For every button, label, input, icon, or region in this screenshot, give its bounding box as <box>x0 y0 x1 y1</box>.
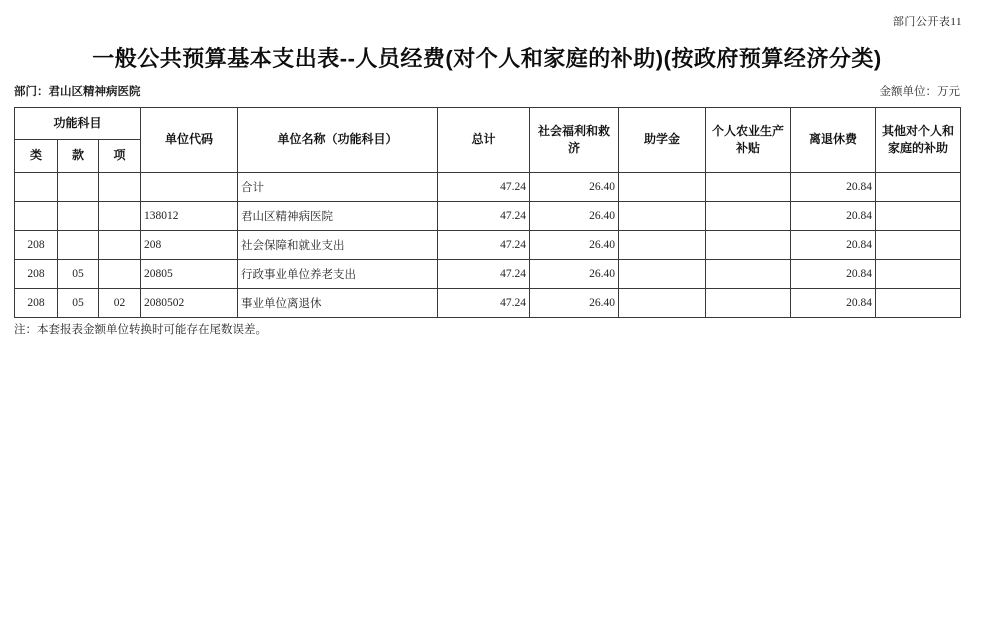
meta-row <box>14 83 960 99</box>
cell-student-grants <box>619 289 706 318</box>
cell-class <box>15 173 58 202</box>
cell-agri-subsidy <box>706 289 791 318</box>
amount-unit-label: 金额单位：万元 <box>879 86 960 98</box>
report-title: 一般公共预算基本支出表--人员经费(对个人和家庭的补助)(按政府预算经济分类) <box>92 46 882 71</box>
cell-unit-name: 事业单位离退休 <box>238 289 438 318</box>
cell-retirement: 20.84 <box>791 173 876 202</box>
cell-section <box>58 173 99 202</box>
cell-social-welfare: 26.40 <box>530 202 619 231</box>
cell-total: 47.24 <box>438 231 530 260</box>
cell-unit-name: 君山区精神病医院 <box>238 202 438 231</box>
cell-item <box>99 231 141 260</box>
cell-section: 05 <box>58 260 99 289</box>
cell-unit-name: 合计 <box>238 173 438 202</box>
header-item: 项 <box>99 140 141 173</box>
form-number-label: 部门公开表11 <box>892 16 962 28</box>
cell-agri-subsidy <box>706 173 791 202</box>
cell-item: 02 <box>99 289 141 318</box>
header-student-grants: 助学金 <box>619 108 706 173</box>
department-label: 部门：君山区精神病医院 <box>14 86 141 98</box>
table-row-item <box>15 289 961 318</box>
cell-agri-subsidy <box>706 202 791 231</box>
cell-section <box>58 231 99 260</box>
footnote: 注：本套报表金额单位转换时可能存在尾数误差。 <box>14 324 267 336</box>
cell-other-subsidy <box>876 173 961 202</box>
cell-other-subsidy <box>876 231 961 260</box>
cell-unit-name: 行政事业单位养老支出 <box>238 260 438 289</box>
table-row-total <box>15 173 961 202</box>
cell-section: 05 <box>58 289 99 318</box>
cell-student-grants <box>619 231 706 260</box>
cell-student-grants <box>619 202 706 231</box>
cell-class <box>15 202 58 231</box>
cell-student-grants <box>619 260 706 289</box>
header-other-subsidy: 其他对个人和家庭的补助 <box>876 108 961 173</box>
cell-unit-code: 138012 <box>141 202 238 231</box>
cell-unit-code: 208 <box>141 231 238 260</box>
cell-agri-subsidy <box>706 260 791 289</box>
header-agri-subsidy: 个人农业生产补贴 <box>706 108 791 173</box>
header-functional-subject: 功能科目 <box>15 108 141 140</box>
cell-unit-name: 社会保障和就业支出 <box>238 231 438 260</box>
header-social-welfare: 社会福利和救济 <box>530 108 619 173</box>
cell-retirement: 20.84 <box>791 260 876 289</box>
cell-retirement: 20.84 <box>791 202 876 231</box>
cell-total: 47.24 <box>438 173 530 202</box>
cell-retirement: 20.84 <box>791 289 876 318</box>
cell-agri-subsidy <box>706 231 791 260</box>
cell-student-grants <box>619 173 706 202</box>
cell-total: 47.24 <box>438 260 530 289</box>
cell-class: 208 <box>15 231 58 260</box>
header-total: 总计 <box>438 108 530 173</box>
cell-other-subsidy <box>876 260 961 289</box>
cell-item <box>99 202 141 231</box>
header-section: 款 <box>58 140 99 173</box>
cell-item <box>99 260 141 289</box>
cell-item <box>99 173 141 202</box>
cell-class: 208 <box>15 289 58 318</box>
table-row-section <box>15 260 961 289</box>
cell-total: 47.24 <box>438 202 530 231</box>
cell-section <box>58 202 99 231</box>
table-row-unit <box>15 202 961 231</box>
cell-retirement: 20.84 <box>791 231 876 260</box>
cell-total: 47.24 <box>438 289 530 318</box>
cell-unit-code <box>141 173 238 202</box>
header-retirement: 离退休费 <box>791 108 876 173</box>
cell-other-subsidy <box>876 202 961 231</box>
cell-social-welfare: 26.40 <box>530 231 619 260</box>
cell-social-welfare: 26.40 <box>530 289 619 318</box>
table-row-class <box>15 231 961 260</box>
header-class: 类 <box>15 140 58 173</box>
budget-table <box>14 107 961 318</box>
cell-social-welfare: 26.40 <box>530 260 619 289</box>
cell-unit-code: 2080502 <box>141 289 238 318</box>
header-unit-code: 单位代码 <box>141 108 238 173</box>
header-row-1 <box>15 108 961 140</box>
cell-unit-code: 20805 <box>141 260 238 289</box>
cell-social-welfare: 26.40 <box>530 173 619 202</box>
cell-other-subsidy <box>876 289 961 318</box>
header-unit-name: 单位名称（功能科目） <box>238 108 438 173</box>
cell-class: 208 <box>15 260 58 289</box>
